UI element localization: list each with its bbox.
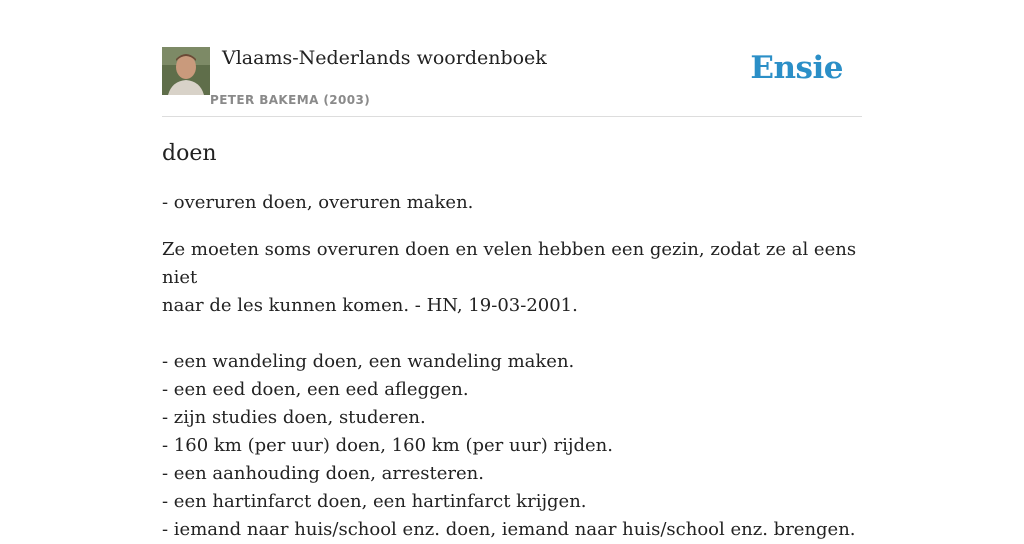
entry-content — [162, 137, 862, 544]
author-avatar[interactable] — [162, 47, 210, 95]
definition: - overuren doen, overuren maken. — [162, 192, 474, 213]
list-item: - 160 km (per uur) doen, 160 km (per uur) rijden. — [162, 435, 613, 456]
example-quote — [162, 236, 862, 320]
headword: doen — [162, 141, 217, 166]
entry-header — [162, 46, 862, 117]
list-item: - zijn studies doen, studeren. — [162, 407, 426, 428]
list-item: - een aanhouding doen, arresteren. — [162, 463, 484, 484]
example-line: naar de les kunnen komen. - HN, 19-03-2001. — [162, 295, 578, 316]
book-title[interactable]: Vlaams-Nederlands woordenboek — [222, 47, 547, 69]
list-item: - een eed doen, een eed afleggen. — [162, 379, 469, 400]
list-item: - een hartinfarct doen, een hartinfarct krijgen. — [162, 491, 587, 512]
list-item: - iemand naar huis/school enz. doen, iemand naar huis/school enz. brengen. — [162, 519, 856, 540]
usage-list — [162, 348, 862, 544]
list-item: - een wandeling doen, een wandeling maken. — [162, 351, 575, 372]
ensie-logo[interactable]: Ensie — [750, 50, 843, 86]
author-name[interactable]: PETER BAKEMA (2003) — [210, 93, 371, 107]
example-line: Ze moeten soms overuren doen en velen hebben een gezin, zodat ze al eens niet — [162, 239, 857, 288]
